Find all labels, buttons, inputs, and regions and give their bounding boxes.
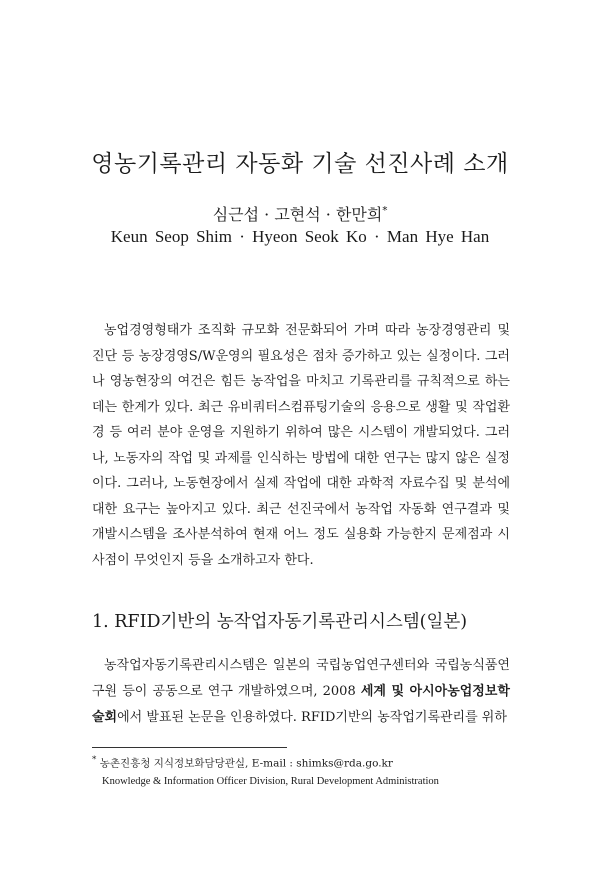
footnote-mark: *: [92, 755, 97, 765]
footnote-divider: [92, 747, 287, 748]
authors-korean-names: 심근섭 · 고현석 · 한만희: [212, 205, 383, 224]
section-1-text-a: 농작업자동기록관리시스템은 일본의 국립농업연구센터와 국립농식품연구원 등이 공동으로 연구 개발하였으며, 2008: [92, 658, 510, 699]
author-footnote-mark: *: [382, 205, 388, 217]
footnote-line-1: [92, 752, 532, 773]
footnote: [92, 752, 532, 790]
footnote-affiliation: 농촌진흥청 지식정보화담당관실, E-mail : shimks@rda.go.kr: [99, 757, 393, 770]
section-1-heading: 1. RFID기반의 농작업자동기록관리시스템(일본): [92, 612, 468, 632]
paper-title: 영농기록관리 자동화 기술 선진사례 소개: [91, 151, 509, 177]
section-1-body: [92, 653, 510, 731]
authors-english: Keun Seop Shim · Hyeon Seok Ko · Man Hye Han: [110, 227, 490, 246]
abstract: 농업경영형태가 조직화 규모화 전문화되어 가며 따라 농장경영관리 및 진단 등 농장경영S/W운영의 필요성은 점차 증가하고 있는 실정이다. 그러나 영농현장의 여건은 힘든 농작업을 마치고 기록관리를 규칙적으로 하는 데는 한계가 있다. 최근 유비쿼터스컴퓨팅기술의 응용으로 생활 및 작업환경 등 여러 분야 운영을 지원하기 위하여 많은 시스템이 개발되었다. 그러나, 노동자의 작업 및 과제를 인식하는 방법에 대한 연구는 많지 않은 실정이다. 그러나, 노동현장에서 실제 작업에 대한 과학적 자료수집 및 분석에 대한 요구는 높아지고 있다. 최근 선진국에서 농작업 자동화 연구결과 및 개발시스템을 조사분석하여 현재 어느 정도 실용화 가능한지 문제점과 시사점이 무엇인지 등을 소개하고자 한다.: [92, 323, 510, 568]
footnote-line-2: Knowledge & Information Officer Division, Rural Development Administration: [102, 775, 439, 787]
section-1-text-b: 에서 발표된 논문을 인용하였다. RFID기반의 농작업기록관리를 위하: [117, 710, 507, 725]
section-1-bold-text: 세계 및 아시아농업정보학술회: [92, 684, 510, 725]
authors-korean: [0, 202, 600, 225]
